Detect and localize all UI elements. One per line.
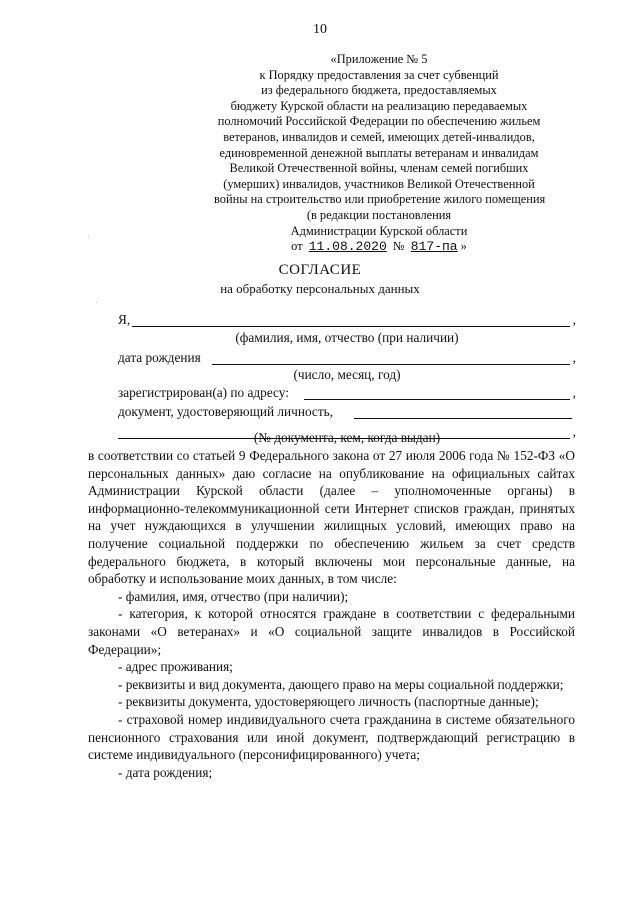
identity-document-blank-line[interactable]	[354, 418, 572, 419]
name-hint: (фамилия, имя, отчество (при наличии)	[235, 330, 459, 345]
address-end: ,	[572, 385, 576, 400]
identity-document-field[interactable]	[118, 402, 576, 422]
identity-document-label: документ, удостоверяющий личность,	[118, 404, 334, 419]
birth-date-hint: (число, месяц, год)	[293, 367, 401, 382]
header-line: из федерального бюджета, предоставляемых	[261, 83, 497, 98]
header-line: войны на строительство или приобретение жилого помещения	[214, 192, 546, 207]
consent-list-item: - категория, к которой относятся граждане в соответствии с федеральными законами «О ветеранах» и «О социальной защите инвалидов в Российской Федерации»;	[88, 606, 575, 657]
birth-date-end: ,	[572, 350, 576, 365]
scan-speck	[88, 236, 89, 237]
consent-list-item: - фамилия, имя, отчество (при наличии);	[118, 588, 349, 604]
header-line: (умерших) инвалидов, участников Великой Отечественной	[223, 176, 535, 191]
address-label: зарегистрирован(а) по адресу:	[118, 385, 289, 400]
header-line: «Приложение № 5	[330, 52, 428, 66]
header-line: полномочий Российской Федерации по обеспечению жильем	[217, 114, 541, 129]
name-label: Я,	[118, 312, 131, 327]
closing-quote: »	[460, 239, 467, 254]
document-title: СОГЛАСИЕ	[278, 262, 362, 278]
consent-list-item: - адрес проживания;	[118, 659, 233, 675]
name-end: ,	[572, 312, 576, 327]
date-prefix: от	[291, 239, 303, 254]
page-number: 10	[313, 22, 327, 37]
header-line: к Порядку предоставления за счет субвенций	[259, 67, 499, 82]
number-prefix: №	[392, 239, 405, 254]
consent-list-item: - дата рождения;	[118, 764, 213, 780]
identity-document-end: ,	[572, 424, 576, 439]
scan-speck	[96, 302, 97, 303]
consent-intro: в соответствии со статьей 9 Федерального закона от 27 июля 2006 года № 152-ФЗ «О персональных данных» даю согласие на опубликование на официальных сайтах Администрации Курской области (далее – уполномоченные органы) в информационно-телекоммуникационной сети Интернет списков граждан, принятых на учет нуждающихся в улучшении жилищных условий, имеющих право на получение социальной поддержки по обеспечению жильем за счет средств федерального бюджета, в который включены мои персональные данные, на обработку и использование моих данных, в том числе:	[88, 448, 575, 587]
header-line: единовременной денежной выплаты ветеранам и инвалидам	[219, 145, 539, 160]
header-line: бюджету Курской области на реализацию передаваемых	[230, 98, 528, 113]
header-line: (в редакции постановления	[306, 207, 452, 222]
birth-date-label: дата рождения	[118, 350, 201, 365]
address-field[interactable]	[118, 383, 576, 403]
appendix-header	[214, 52, 544, 255]
address-blank-line[interactable]	[304, 399, 570, 400]
header-line: ветеранов, инвалидов и семей, имеющих детей-инвалидов,	[223, 129, 535, 144]
name-field[interactable]	[118, 310, 576, 330]
birth-date-blank-line[interactable]	[212, 364, 570, 365]
resolution-date: 11.08.2020	[308, 239, 387, 255]
header-line: Администрации Курской области	[290, 223, 468, 238]
consent-list-item: - страховой номер индивидуального счета гражданина в системе обязательного пенсионного страхования или иной документ, подтверждающий регистрацию в системе индивидуального (персонифицированного) учета;	[88, 711, 575, 763]
consent-body	[88, 447, 575, 781]
name-blank-line[interactable]	[132, 326, 570, 327]
header-line: Великой Отечественной войны, членам семей погибших	[229, 161, 529, 176]
consent-list-item: - реквизиты документа, удостоверяющего личность (паспортные данные);	[118, 694, 539, 710]
document-subtitle: на обработку персональных данных	[220, 281, 420, 296]
resolution-number: 817-па	[410, 239, 458, 255]
identity-document-hint: (№ документа, кем, когда выдан)	[253, 430, 441, 445]
resolution-date-line	[291, 239, 467, 255]
consent-list-item: - реквизиты и вид документа, дающего право на меры социальной поддержки;	[118, 676, 564, 692]
birth-date-field[interactable]	[118, 348, 576, 368]
